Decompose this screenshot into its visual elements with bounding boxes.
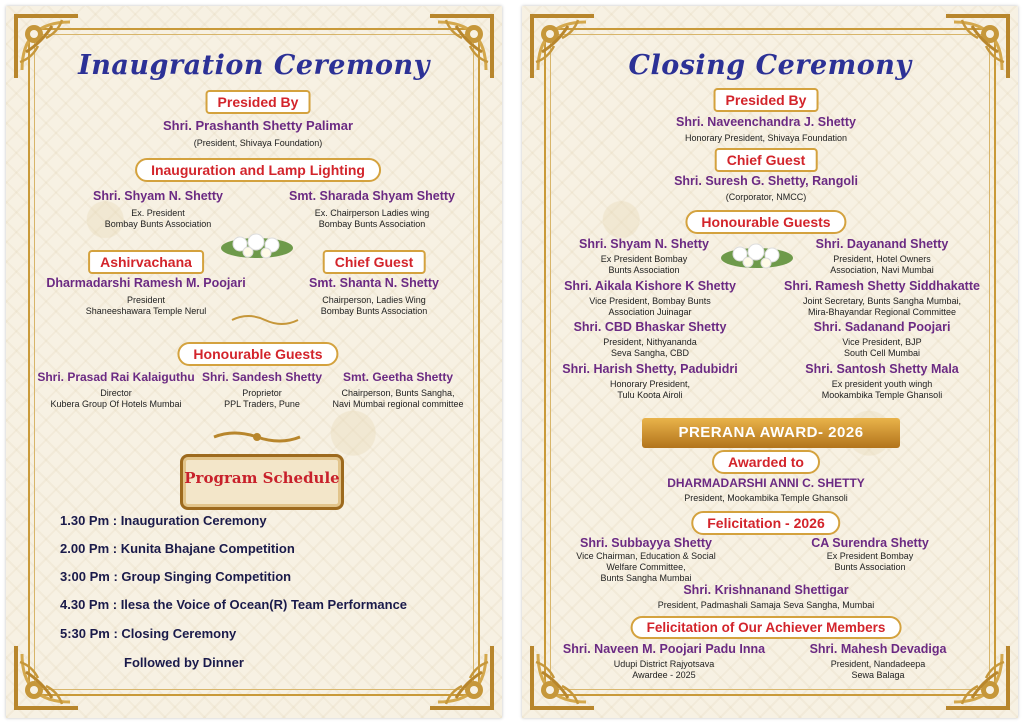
awarded-to-label: Awarded to <box>712 450 820 474</box>
achiever-role: Udupi District Rajyotsava Awardee - 2025 <box>613 659 715 680</box>
presider-name: Shri. Naveenchandra J. Shetty <box>676 115 856 129</box>
ashirvachana-name: Dharmadarshi Ramesh M. Poojari <box>46 276 246 290</box>
guest-role: President, Nithyananda Seva Sangha, CBD <box>603 337 697 358</box>
guest-role: President, Hotel Owners Association, Navi Mumbai <box>830 254 934 275</box>
achiever-name: Shri. Naveen M. Poojari Padu Inna <box>562 642 766 656</box>
program-schedule-frame <box>180 454 344 510</box>
guest-role: Vice President, Bombay Bunts Association Juinagar <box>589 296 711 317</box>
guest-name: Smt. Geetha Shetty <box>342 370 454 384</box>
guest-name: Shri. Prasad Rai Kalaiguthu <box>37 370 195 384</box>
ashirvachana-role: President Shaneeshawara Temple Nerul <box>85 295 207 316</box>
guest-role: Ex President Bombay Bunts Association <box>600 254 688 275</box>
page-title: Inaugration Ceremony <box>78 50 430 81</box>
inaugurator-name: Smt. Sharada Shyam Shetty <box>288 189 456 203</box>
chief-guest-label: Chief Guest <box>715 148 818 172</box>
guest-role: Proprietor PPL Traders, Pune <box>224 388 300 409</box>
guest-name: Shri. Dayanand Shetty <box>815 237 949 251</box>
inaugurator-role: Ex. President Bombay Bunts Association <box>104 208 212 229</box>
achievers-label: Felicitation of Our Achiever Members <box>631 616 902 639</box>
guest-name: Shri. CBD Bhaskar Shetty <box>573 320 727 334</box>
guest-role: Director Kubera Group Of Hotels Mumbai <box>50 388 182 409</box>
felicitee-role: Vice Chairman, Education & Social Welfare Committee, Bunts Sangha Mumbai <box>576 551 716 583</box>
schedule-item: 2.00 Pm : Kunita Bhajane Competition <box>60 541 295 556</box>
guest-name: Shri. Aikala Kishore K Shetty <box>564 279 736 293</box>
flower-bouquet-icon <box>220 230 294 262</box>
guest-role: Vice President, BJP South Cell Mumbai <box>842 337 922 358</box>
guest-role: Honorary President, Tulu Koota Airoli <box>609 379 691 400</box>
achiever-name: Shri. Mahesh Devadiga <box>809 642 947 656</box>
presided-by-label: Presided By <box>714 88 819 112</box>
ornament-icon <box>212 429 302 445</box>
guest-name: Shri. Sandesh Shetty <box>201 370 323 384</box>
chief-guest-role: Chairperson, Ladies Wing Bombay Bunts Association <box>320 295 428 316</box>
felicitee-name: Shri. Krishnanand Shettigar <box>683 583 849 597</box>
schedule-item: 3:00 Pm : Group Singing Competition <box>60 569 292 584</box>
award-title: PRERANA AWARD- 2026 <box>678 424 864 441</box>
guest-name: Shri. Santosh Shetty Mala <box>805 362 959 376</box>
chief-guest-label: Chief Guest <box>323 250 426 274</box>
presided-by-label: Presided By <box>206 90 311 114</box>
presider-role: Honorary President, Shivaya Foundation <box>684 133 848 143</box>
guest-role: Chairperson, Bunts Sangha, Navi Mumbai regional committee <box>332 388 464 409</box>
corner-ornament-icon <box>942 642 1012 712</box>
felicitee-name: CA Surendra Shetty <box>811 536 929 550</box>
program-schedule-label: Program Schedule <box>184 469 340 487</box>
guest-name: Shri. Shyam N. Shetty <box>579 237 709 251</box>
chief-guest-name: Smt. Shanta N. Shetty <box>309 276 439 290</box>
guest-role: Joint Secretary, Bunts Sangha Mumbai, Mira-Bhayandar Regional Committee <box>803 296 961 317</box>
presider-role: (President, Shivaya Foundation) <box>193 138 323 148</box>
felicitee-role: Ex President Bombay Bunts Association <box>826 551 914 572</box>
guest-name: Shri. Ramesh Shetty Siddhakatte <box>784 279 980 293</box>
inaugurator-role: Ex. Chairperson Ladies wing Bombay Bunts Association <box>314 208 430 229</box>
awardee-name: DHARMADARSHI ANNI C. SHETTY <box>667 476 865 490</box>
presider-name: Shri. Prashanth Shetty Palimar <box>162 118 354 133</box>
guest-name: Shri. Harish Shetty, Padubidri <box>562 362 738 376</box>
felicitee-name: Shri. Subbayya Shetty <box>580 536 712 550</box>
achiever-role: President, Nandadeepa Sewa Balaga <box>830 659 926 680</box>
page-title: Closing Ceremony <box>628 50 912 81</box>
inaugurator-name: Shri. Shyam N. Shetty <box>93 189 223 203</box>
honourable-guests-label: Honourable Guests <box>685 210 846 234</box>
divider-swirl-icon <box>230 314 300 326</box>
schedule-item: 4.30 Pm : Ilesa the Voice of Ocean(R) Team Performance <box>60 597 408 612</box>
inauguration-label: Inauguration and Lamp Lighting <box>135 158 381 182</box>
corner-ornament-icon <box>426 642 496 712</box>
closing-page <box>522 6 1018 718</box>
ashirvachana-label: Ashirvachana <box>88 250 204 274</box>
schedule-item: 5:30 Pm : Closing Ceremony <box>60 626 237 641</box>
guest-name: Shri. Sadanand Poojari <box>813 320 951 334</box>
flower-bouquet-icon <box>720 240 794 272</box>
schedule-item: 1.30 Pm : Inauguration Ceremony <box>60 513 267 528</box>
felicitation-label: Felicitation - 2026 <box>691 511 840 535</box>
guest-role: Ex president youth wingh Mookambika Temple Ghansoli <box>821 379 943 400</box>
chief-guest-role: (Corporator, NMCC) <box>725 192 807 202</box>
chief-guest-name: Shri. Suresh G. Shetty, Rangoli <box>674 174 858 188</box>
inauguration-page <box>6 6 502 718</box>
felicitee-role: President, Padmashali Samaja Seva Sangha, Mumbai <box>657 600 875 610</box>
corner-ornament-icon <box>12 642 82 712</box>
schedule-item: Followed by Dinner <box>124 655 244 670</box>
honourable-guests-label: Honourable Guests <box>177 342 338 366</box>
awardee-role: President, Mookambika Temple Ghansoli <box>684 493 848 503</box>
award-banner <box>642 418 900 448</box>
